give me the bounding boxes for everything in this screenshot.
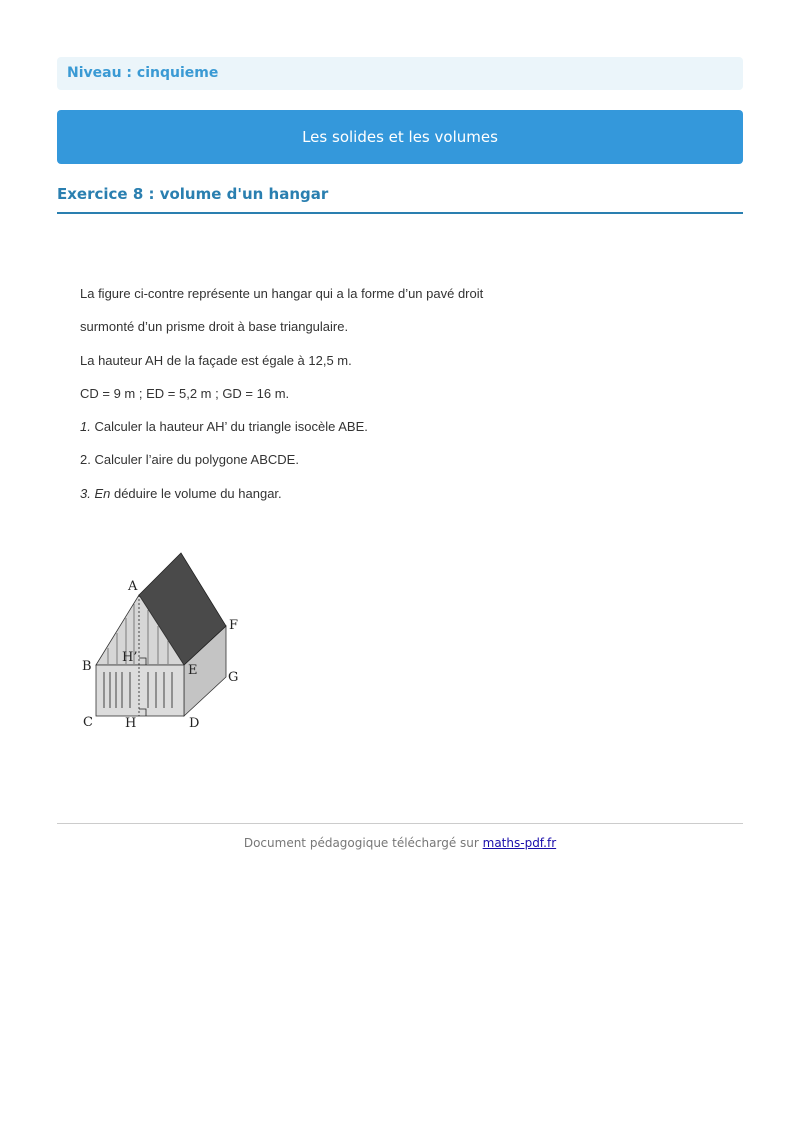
- question-3: [80, 484, 560, 517]
- exercise-statement: [80, 284, 560, 517]
- label-G: G: [228, 670, 239, 685]
- label-H: H: [125, 716, 137, 731]
- question-2: [80, 450, 560, 483]
- footer: [57, 836, 743, 850]
- question-1-text: Calculer la hauteur AH’ du triangle isocèle ABE.: [90, 419, 368, 435]
- question-2-text: Calculer l’aire du polygone ABCDE.: [90, 452, 299, 468]
- level-label: Niveau : cinquieme: [57, 57, 743, 90]
- question-1: [80, 417, 560, 450]
- question-1-number: 1.: [80, 419, 91, 435]
- label-C: C: [83, 715, 93, 730]
- given-values: CD = 9 m ; ED = 5,2 m ; GD = 16 m.: [80, 385, 290, 401]
- label-B: B: [82, 659, 92, 674]
- footer-divider: [57, 823, 743, 824]
- label-E: E: [188, 663, 198, 678]
- label-D: D: [189, 716, 200, 731]
- intro-line-2: surmonté d’un prisme droit à base triangulaire.: [80, 319, 349, 335]
- label-F: F: [229, 618, 239, 633]
- hangar-figure: [78, 548, 248, 738]
- question-3-text: déduire le volume du hangar.: [110, 485, 282, 501]
- label-A: A: [128, 579, 138, 594]
- question-3-number: 3. En: [80, 485, 111, 501]
- intro-line-1: La figure ci-contre représente un hangar qui a la forme d’un pavé droit: [80, 286, 484, 301]
- front-wall: [96, 665, 184, 716]
- footer-link[interactable]: maths-pdf.fr: [482, 836, 557, 850]
- exercise-title: Exercice 8 : volume d'un hangar: [57, 185, 743, 214]
- question-2-number: 2.: [80, 452, 91, 468]
- footer-text: Document pédagogique téléchargé sur: [243, 836, 483, 850]
- intro-line-3: La hauteur AH de la façade est égale à 12,5 m.: [80, 352, 352, 368]
- chapter-banner: Les solides et les volumes: [57, 110, 743, 164]
- label-H-prime: H’: [122, 650, 138, 665]
